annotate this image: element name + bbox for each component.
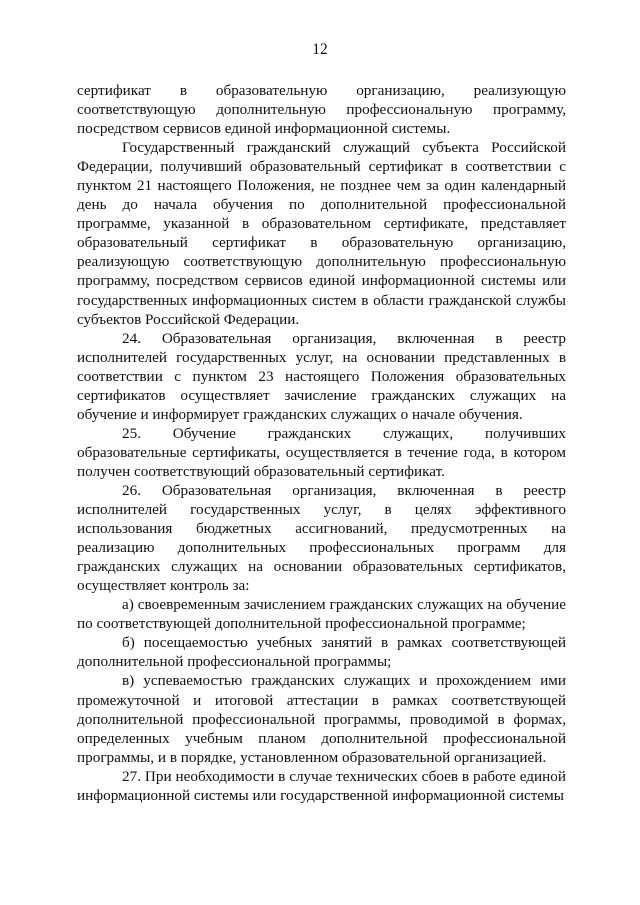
paragraph-continuation: сертификат в образовательную организацию, реализующую соответствующую дополнительную профессиональную программу, посредством сервисов единой информационной системы. <box>77 82 566 138</box>
paragraph-24: 24. Образовательная организация, включенная в реестр исполнителей государственных услуг, на основании представленных в соответствии с пунктом 23 настоящего Положения образовательных сертификатов осуществляет зачисление гражданских служащих на обучение и информирует гражданских служащих о начале обучения. <box>77 329 566 423</box>
paragraph-26-item-c: в) успеваемостью гражданских служащих и прохождением ими промежуточной и итоговой аттестации в рамках соответствующей дополнительной профессиональной программы, проводимой в формах, определенных учебным планом дополнительной профессиональной программы, и в порядке, установленном образовательной организацией. <box>77 672 566 766</box>
paragraph-subject-servant: Государственный гражданский служащий субъекта Российской Федерации, получивший образовательный сертификат в соответствии с пунктом 21 настоящего Положения, не позднее чем за один календарный день до начала обучения по дополнительной профессиональной программе, указанной в образовательном сертификате, представляет образовательный сертификат в образовательную организацию, реализующую соответствующую дополнительную профессиональную программу, посредством сервисов единой информационной системы или государственных информационных систем в области гражданской службы субъектов Российской Федерации. <box>77 139 566 328</box>
paragraph-25: 25. Обучение гражданских служащих, получивших образовательные сертификаты, осуществляется в течение года, в котором получен соответствующий образовательный сертификат. <box>77 424 566 480</box>
paragraph-26-item-a: а) своевременным зачислением гражданских служащих на обучение по соответствующей дополнительной профессиональной программе; <box>77 596 566 633</box>
page-number: 12 <box>312 41 328 58</box>
document-body <box>77 81 566 805</box>
paragraph-27: 27. При необходимости в случае технических сбоев в работе единой информационной системы или государственной информационной системы <box>77 767 566 804</box>
paragraph-26: 26. Образовательная организация, включенная в реестр исполнителей государственных услуг, в целях эффективного использования бюджетных ассигнований, предусмотренных на реализацию дополнительных профессиональных программ для гражданских служащих на основании образовательных сертификатов, осуществляет контроль за: <box>77 481 566 595</box>
paragraph-26-item-b: б) посещаемостью учебных занятий в рамках соответствующей дополнительной профессиональной программы; <box>77 634 566 671</box>
